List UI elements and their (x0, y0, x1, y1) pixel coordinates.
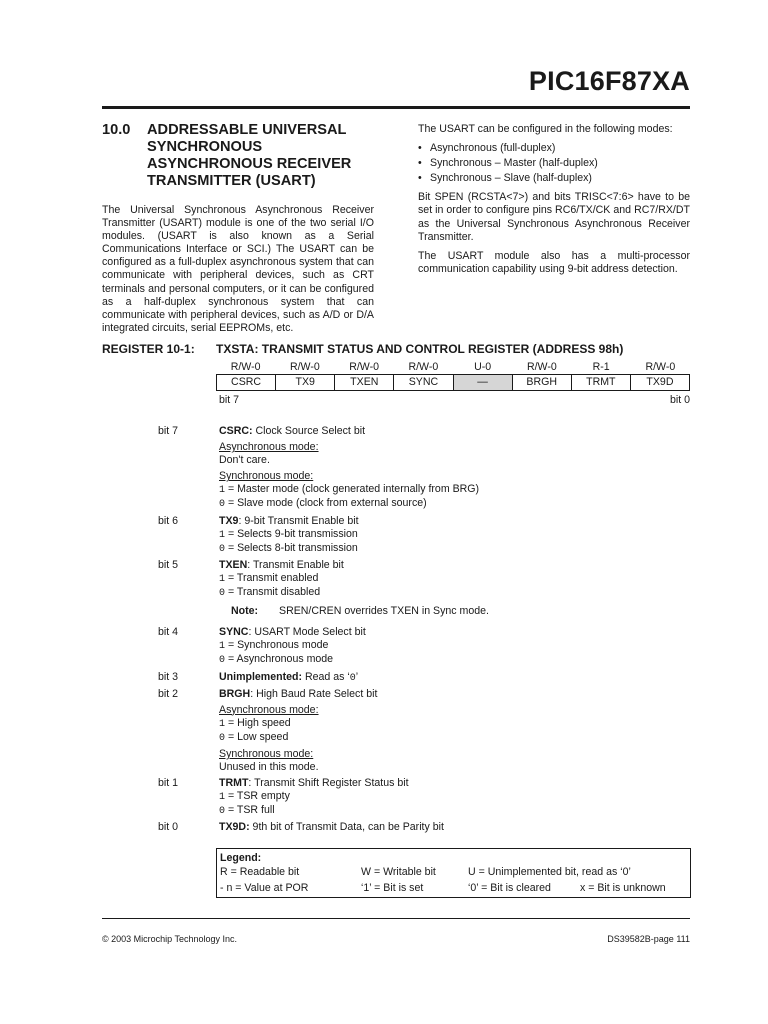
bit-label: bit 1 (158, 777, 179, 790)
value-text: = Slave mode (clock from external source) (225, 497, 427, 510)
bit-description-row (158, 425, 698, 512)
list-item: • Synchronous – Master (half-duplex) (418, 157, 690, 170)
value-zero: 0 (219, 806, 226, 818)
bit-summary: : High Baud Rate Select bit (250, 687, 378, 700)
bit-label: bit 6 (158, 514, 179, 527)
bit-desc (219, 425, 698, 512)
register-cell: CSRC (217, 375, 276, 390)
value-text: = Low speed (225, 730, 289, 743)
bit-summary: : Transmit Enable bit (247, 558, 344, 571)
modes-list (418, 142, 690, 185)
section-intro: The Universal Synchronous Asynchronous Receiver Transmitter (USART) module is one of the two serial I/O modules. (USART is also known as a Serial Communications Interface or SCI.) The USART can be configured as a full-duplex asynchronous system that can communicate with peripheral devices, such as CRT terminals and personal computers, or it can be configured as a half-duplex synchronous system that can communicate with peripheral devices, such as A/D or D/A integrated circuits, serial EEPROMs, etc. (102, 204, 374, 334)
value-one: 1 (219, 529, 226, 541)
sync-mode-text: Unused in this mode. (219, 761, 319, 774)
page-title: PIC16F87XA (528, 66, 690, 96)
bit-label: bit 3 (158, 670, 179, 683)
bit-description-row (158, 626, 698, 667)
note-label: Note: (231, 605, 259, 618)
access-label: R/W-0 (289, 361, 320, 373)
legend-readable: R = Readable bit (220, 866, 300, 878)
legend-writable: W = Writable bit (361, 866, 436, 878)
value-zero: 0 (219, 499, 226, 511)
legend-row (220, 864, 687, 880)
bit-summary: : 9-bit Transmit Enable bit (238, 514, 359, 527)
value-zero: 0 (219, 588, 226, 600)
value-text: = Selects 9-bit transmission (225, 527, 358, 540)
note (231, 605, 698, 618)
value-text: = Synchronous mode (225, 639, 329, 652)
bit-description-row (158, 821, 698, 834)
multiprocessor-paragraph: The USART module also has a multi-processor communication capability using 9-bit address detection. (418, 249, 690, 275)
bit-name: BRGH (219, 687, 251, 700)
quote-close: ’ (355, 670, 359, 683)
register-cell: BRGH (513, 375, 572, 390)
modes-intro: The USART can be configured in the following modes: (418, 123, 673, 135)
legend-title: Legend: (220, 852, 262, 864)
value-text: = Selects 8-bit transmission (225, 541, 358, 554)
left-column (102, 122, 374, 335)
value-text: = Master mode (clock generated internally from BRG) (225, 483, 480, 496)
async-mode-text: Don't care. (219, 454, 270, 467)
register-label: REGISTER 10-1: (102, 342, 195, 356)
sync-mode-heading: Synchronous mode: (219, 470, 314, 483)
bit-desc (219, 821, 698, 834)
list-item: • Asynchronous (full-duplex) (418, 142, 690, 155)
legend-unimplemented: U = Unimplemented bit, read as ‘0’ (468, 866, 631, 878)
bit-description-row (158, 515, 698, 556)
access-label: R/W-0 (349, 361, 380, 373)
register-cell: TXEN (335, 375, 394, 390)
value-one: 1 (219, 718, 226, 730)
value-text: = High speed (225, 716, 291, 729)
bit-label: bit 4 (158, 626, 179, 639)
section-number: 10.0 (102, 122, 131, 138)
bit-summary: : Transmit Shift Register Status bit (248, 777, 409, 790)
bit-name: TRMT (219, 777, 249, 790)
async-mode-heading: Asynchronous mode: (219, 703, 319, 716)
value-one: 1 (219, 792, 226, 804)
register-title (102, 342, 623, 356)
value-one: 1 (219, 573, 226, 585)
footer-copyright: © 2003 Microchip Technology Inc. (102, 934, 238, 944)
access-label: R/W-0 (645, 361, 676, 373)
access-label: R/W-0 (230, 361, 261, 373)
section-title: ADDRESSABLE UNIVERSAL SYNCHRONOUS ASYNCHRONOUS RECEIVER TRANSMITTER (USART) (147, 122, 352, 189)
bit-desc (219, 626, 698, 667)
value-zero: 0 (219, 655, 226, 667)
register-cell: SYNC (394, 375, 453, 390)
bit-summary: Clock Source Select bit (252, 425, 366, 437)
value-zero: 0 (349, 672, 356, 684)
value-zero: 0 (219, 543, 226, 555)
footer-rule (102, 918, 690, 919)
value-text: = TSR empty (225, 790, 290, 803)
value-one: 1 (219, 641, 226, 653)
bit-description-row (158, 777, 698, 818)
bit-name: TX9D: (219, 821, 250, 834)
register-cell: TX9 (276, 375, 335, 390)
register-cell-unimplemented: — (454, 375, 513, 390)
bit-name: SYNC (219, 626, 249, 639)
register-name: TXSTA: TRANSMIT STATUS AND CONTROL REGISTER (ADDRESS 98h) (216, 342, 624, 356)
bit-high-label: bit 7 (219, 394, 240, 406)
value-one: 1 (219, 485, 226, 497)
bit-descriptions (158, 425, 698, 838)
access-label: R-1 (592, 361, 610, 373)
header-rule (102, 106, 690, 109)
spen-paragraph: Bit SPEN (RCSTA<7>) and bits TRISC<7:6> have to be set in order to configure pins RC6/TX/CK and RC7/RX/DT as the Universal Synchronous Asynchronous Receiver Transmitter. (418, 191, 690, 243)
bit-desc (219, 688, 698, 775)
right-column (418, 123, 690, 276)
bit-label: bit 7 (158, 425, 179, 437)
bit-description-row (158, 559, 698, 623)
value-text: = TSR full (225, 804, 275, 817)
legend-box (216, 848, 691, 898)
bit-desc (219, 559, 698, 623)
bit-label: bit 0 (158, 821, 179, 834)
bit-description-row (158, 688, 698, 775)
register-bit-table (216, 374, 690, 391)
legend-set: ‘1’ = Bit is set (361, 882, 424, 894)
legend-cleared: ‘0’ = Bit is cleared (468, 882, 551, 894)
bit-name: TX9 (219, 514, 239, 527)
register-cell: TRMT (572, 375, 631, 390)
register-cell: TX9D (646, 376, 674, 388)
value-text: = Transmit disabled (225, 586, 321, 599)
access-label: U-0 (474, 361, 492, 373)
async-mode-heading: Asynchronous mode: (219, 441, 319, 454)
register-access-row (216, 361, 690, 373)
access-label: R/W-0 (408, 361, 439, 373)
bit-summary: : USART Mode Select bit (248, 626, 366, 639)
value-zero: 0 (219, 732, 226, 744)
section-heading (102, 122, 374, 190)
note-text: SREN/CREN overrides TXEN in Sync mode. (279, 605, 489, 618)
bit-desc (219, 515, 698, 556)
access-label: R/W-0 (526, 361, 557, 373)
bit-name: CSRC: (219, 425, 253, 437)
bit-desc (219, 777, 698, 818)
value-text: = Asynchronous mode (225, 653, 334, 666)
bit-name: TXEN (219, 558, 248, 571)
list-item: • Synchronous – Slave (half-duplex) (418, 172, 690, 185)
bit-label: bit 5 (158, 558, 179, 571)
value-text: = Transmit enabled (225, 571, 319, 584)
bit-label: bit 2 (158, 687, 179, 700)
legend-por: - n = Value at POR (220, 882, 309, 894)
legend-unknown: x = Bit is unknown (580, 882, 666, 894)
legend-row (220, 880, 687, 896)
bit-summary: Read as ‘ (302, 670, 350, 683)
bit-desc (219, 671, 698, 685)
bit-low-label: bit 0 (669, 394, 690, 406)
sync-mode-heading: Synchronous mode: (219, 747, 314, 760)
bit-summary: 9th bit of Transmit Data, can be Parity bit (249, 821, 444, 834)
footer-page-number: DS39582B-page 111 (607, 934, 690, 944)
bit-name: Unimplemented: (219, 670, 302, 683)
bit-description-row (158, 671, 698, 685)
